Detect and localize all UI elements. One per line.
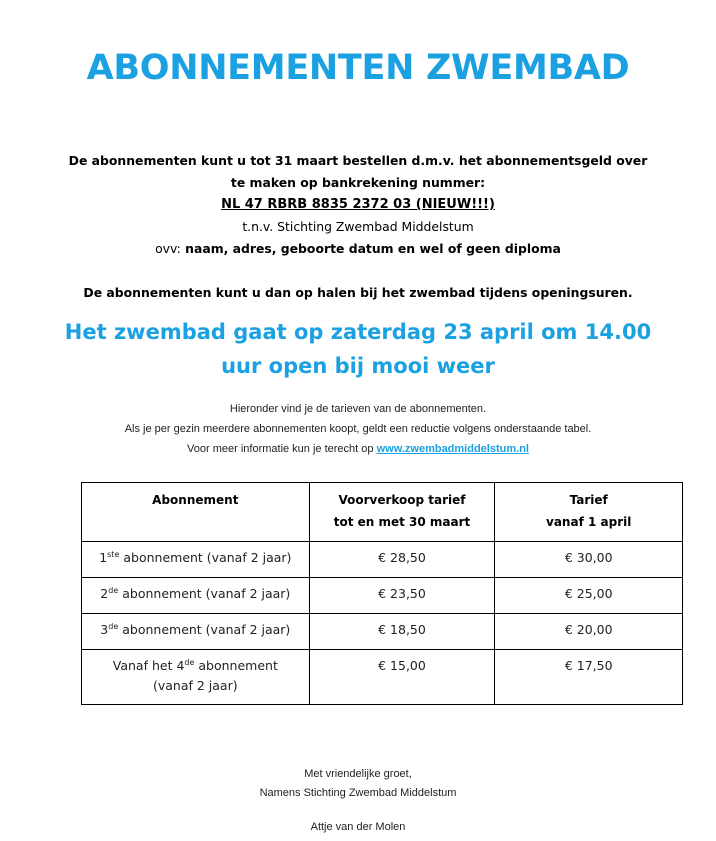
- closing-on-behalf: Namens Stichting Zwembad Middelstum: [259, 787, 457, 799]
- row-regular-price: € 17,50: [495, 650, 683, 705]
- row-subscription: 3de abonnement (vanaf 2 jaar): [82, 614, 310, 650]
- opening-line-2: uur open bij mooi weer: [221, 354, 495, 378]
- payment-reference-label: ovv:: [155, 241, 181, 256]
- intro-block: [0, 150, 716, 304]
- payment-reference-text: naam, adres, geboorte datum en wel of geen diploma: [185, 241, 561, 256]
- opening-announcement: [0, 315, 716, 383]
- row-regular-price: € 25,00: [495, 578, 683, 614]
- row-subscription: 1ste abonnement (vanaf 2 jaar): [82, 542, 310, 578]
- header-presale-price: Voorverkoop tarief tot en met 30 maart: [309, 483, 495, 542]
- table-header-row: [82, 483, 683, 542]
- intro-line-2: te maken op bankrekening nummer:: [230, 175, 486, 190]
- row-presale-price: € 18,50: [309, 614, 495, 650]
- account-holder: t.n.v. Stichting Zwembad Middelstum: [242, 219, 474, 234]
- pickup-notice: De abonnementen kunt u dan op halen bij het zwembad tijdens openingsuren.: [83, 285, 633, 300]
- closing-greeting: Met vriendelijke groet,: [304, 768, 412, 780]
- row-regular-price: € 20,00: [495, 614, 683, 650]
- price-table: [81, 482, 683, 705]
- intro-line-1: De abonnementen kunt u tot 31 maart bestellen d.m.v. het abonnementsgeld over: [68, 153, 648, 168]
- info-block: [0, 399, 716, 459]
- info-line-3: [0, 439, 716, 459]
- closing-signer: Attje van der Molen: [310, 821, 406, 833]
- info-line-1: Hieronder vind je de tarieven van de abonnementen.: [229, 403, 487, 415]
- info-line-2: Als je per gezin meerdere abonnementen koopt, geldt een reductie volgens onderstaande tabel.: [124, 423, 592, 435]
- header-subscription: Abonnement: [82, 483, 310, 542]
- table-row: [82, 650, 683, 705]
- row-subscription: Vanaf het 4de abonnement (vanaf 2 jaar): [82, 650, 310, 705]
- opening-line-1: Het zwembad gaat op zaterdag 23 april om 14.00: [64, 320, 652, 344]
- row-presale-price: € 15,00: [309, 650, 495, 705]
- payment-reference: [0, 238, 716, 260]
- row-presale-price: € 28,50: [309, 542, 495, 578]
- header-regular-price: Tarief vanaf 1 april: [495, 483, 683, 542]
- info-line-3-prefix: Voor meer informatie kun je terecht op: [187, 443, 374, 455]
- website-link[interactable]: www.zwembadmiddelstum.nl: [376, 443, 529, 455]
- table-row: [82, 542, 683, 578]
- table-row: [82, 578, 683, 614]
- table-row: [82, 614, 683, 650]
- row-subscription: 2de abonnement (vanaf 2 jaar): [82, 578, 310, 614]
- row-regular-price: € 30,00: [495, 542, 683, 578]
- bank-account-number: NL 47 RBRB 8835 2372 03 (NIEUW!!!): [221, 197, 495, 212]
- row-presale-price: € 23,50: [309, 578, 495, 614]
- page-title: ABONNEMENTEN ZWEMBAD: [86, 48, 630, 88]
- closing-block: [0, 765, 716, 837]
